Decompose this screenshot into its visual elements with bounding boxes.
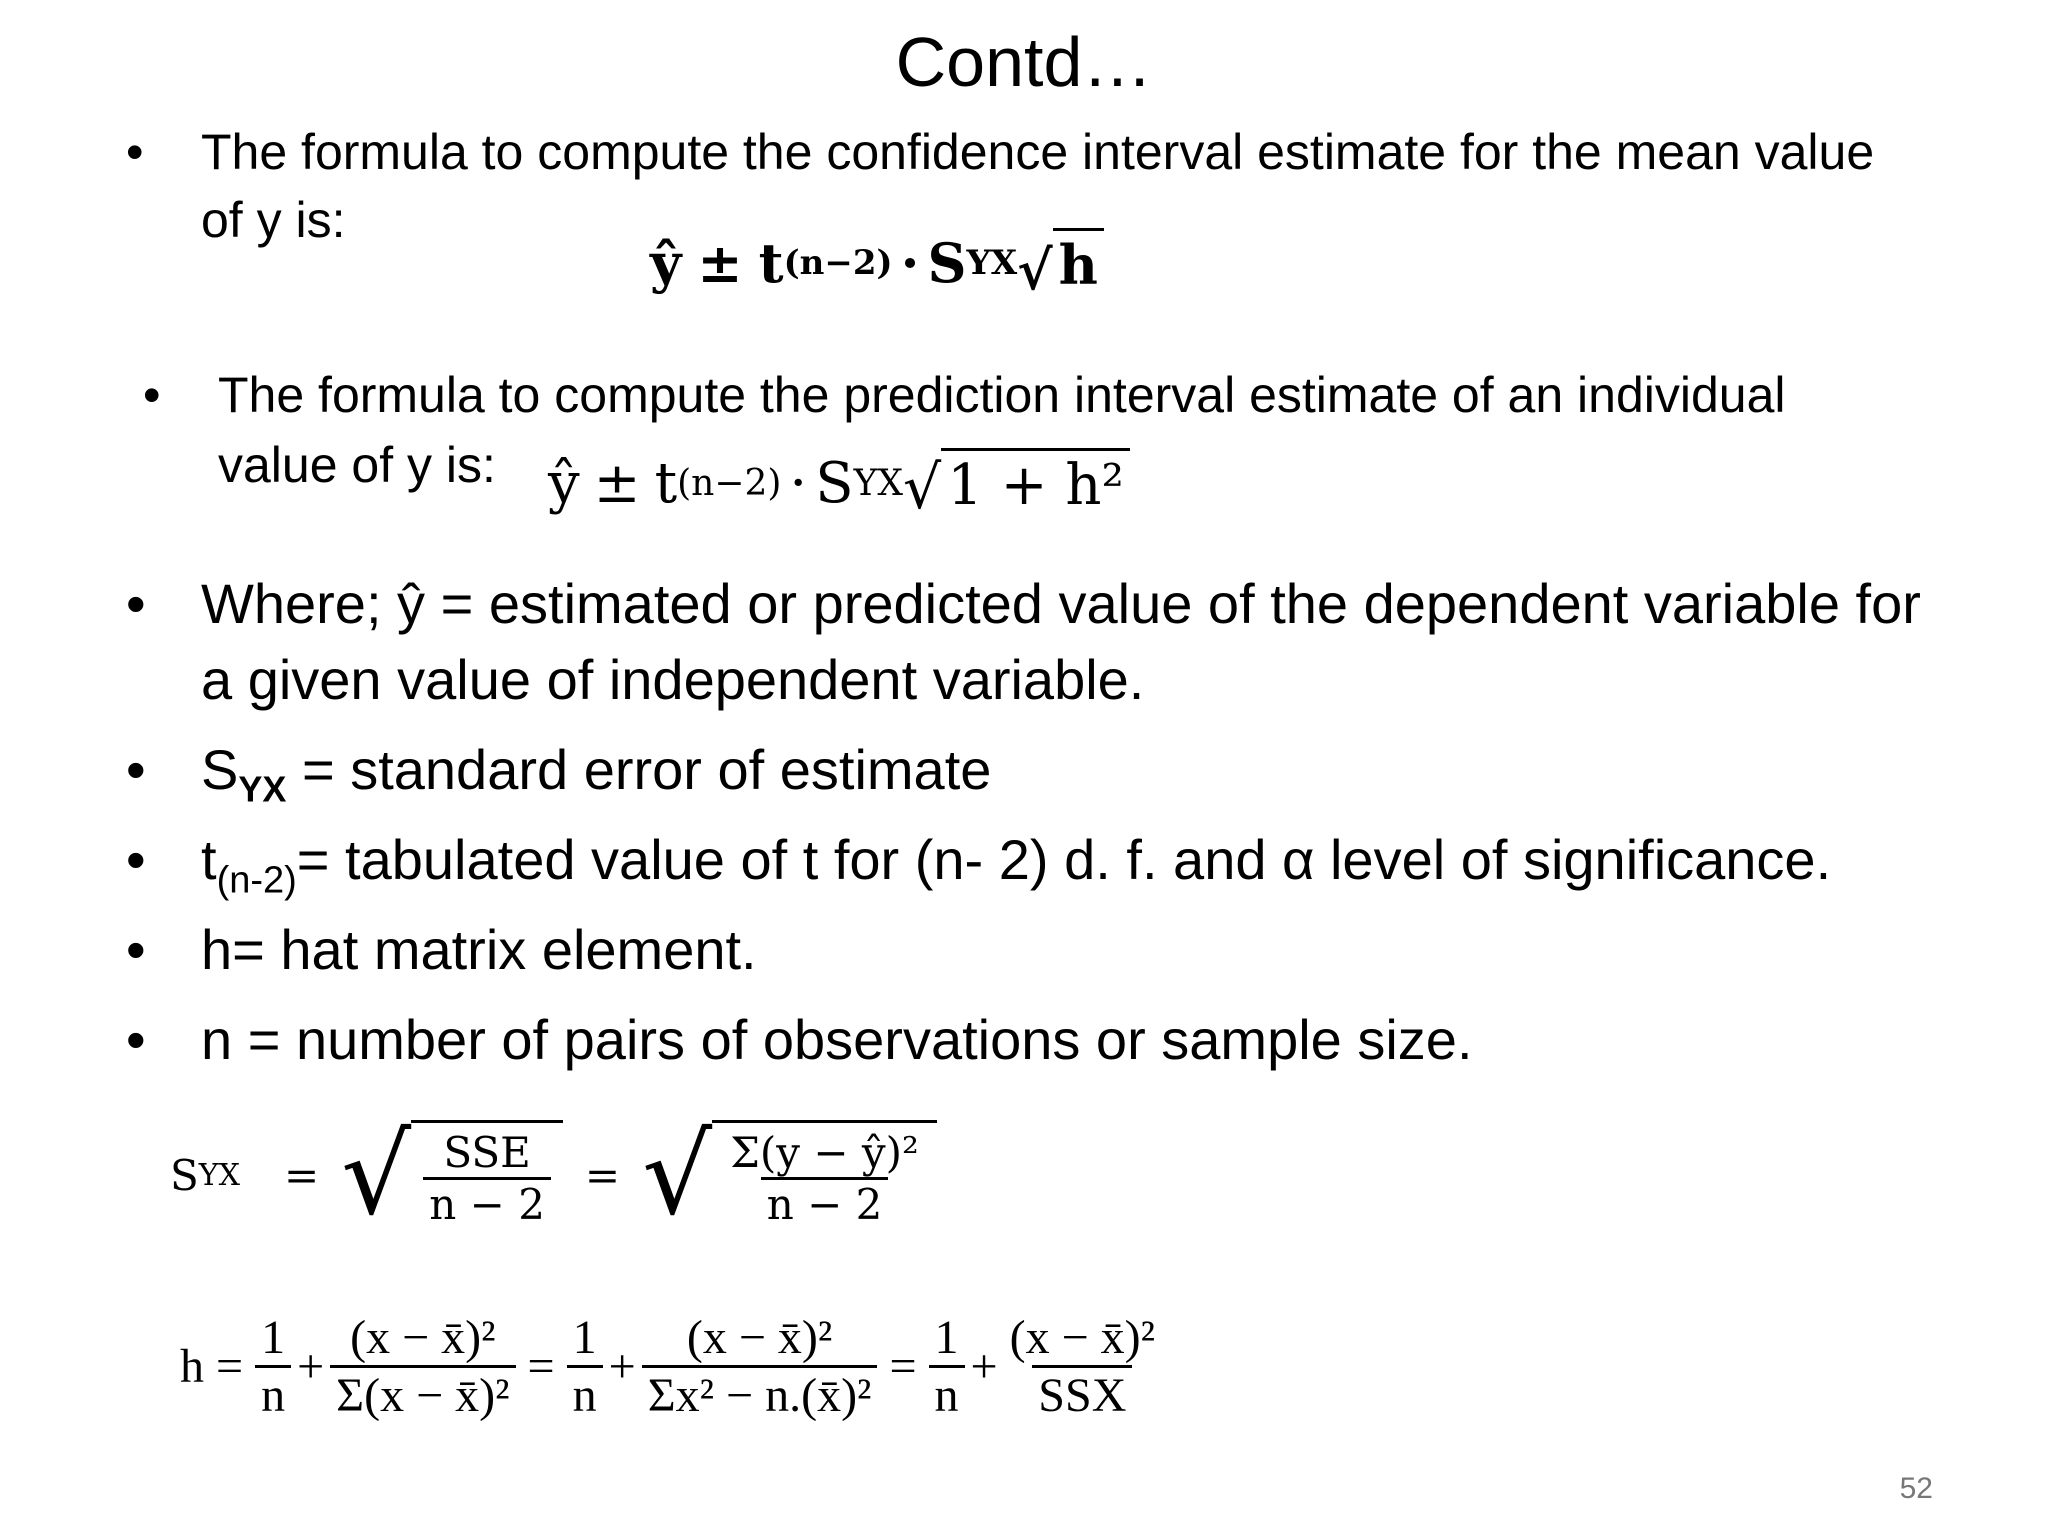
syx-formula: [170, 1111, 937, 1239]
s-subscript: YX: [966, 242, 1018, 283]
t-subscript: (n−2): [783, 242, 893, 283]
syx-subscript: YX: [238, 768, 287, 810]
radicand: h: [1053, 228, 1104, 297]
s-subscript: YX: [853, 462, 904, 504]
t-subscript: (n-2): [216, 859, 297, 902]
bullet-h: [126, 912, 1961, 988]
equals-sign: =: [283, 1150, 320, 1200]
syx-symbol: S: [201, 738, 239, 801]
radical-sign: √: [903, 453, 942, 523]
sqrt-sum-fraction: [642, 1111, 937, 1239]
dot-operator: ·: [900, 230, 920, 295]
fraction-numerator: 1: [934, 1311, 959, 1364]
equals-sign: =: [584, 1150, 621, 1200]
equals-sign: =: [889, 1340, 917, 1393]
bullet-syx: [126, 732, 1961, 810]
t-symbol: t: [758, 230, 784, 295]
fraction-denominator: n − 2: [761, 1177, 889, 1229]
bullet-text: Where; ŷ = estimated or predicted value of the dependent variable for a given value of independent variable.: [201, 572, 1921, 711]
bullet-where-yhat: [126, 566, 1961, 718]
bullet-t-value: [126, 822, 1961, 902]
one-over-n-fraction: [929, 1310, 965, 1423]
bullet-marker: •: [143, 367, 161, 423]
fraction-numerator: (x − x̄)²: [686, 1311, 833, 1364]
bullet-n: [126, 1002, 1961, 1078]
confidence-interval-formula: [650, 228, 1104, 302]
fraction-numerator: (x − x̄)²: [350, 1311, 496, 1364]
fraction-denominator: Σ(x − x̄)²: [330, 1365, 515, 1423]
radical-sign: √: [642, 1111, 713, 1239]
plus-minus-symbol: ±: [697, 230, 743, 295]
s-symbol: S: [170, 1150, 199, 1200]
deviation-over-ssx-fraction: [1004, 1310, 1161, 1423]
fraction-denominator: n: [255, 1365, 291, 1423]
bullet-marker: •: [126, 1008, 146, 1071]
bullet-marker: •: [126, 124, 144, 180]
bullet-text: h= hat matrix element.: [201, 918, 757, 981]
sqrt-sse-fraction: [341, 1111, 563, 1239]
bullet-text: = tabulated value of t for (n- 2) d. f. and α level of significance.: [296, 828, 1832, 891]
sse-fraction: [423, 1128, 551, 1229]
s-symbol: S: [927, 230, 967, 295]
dot-operator: ·: [789, 450, 808, 516]
one-over-n-fraction: [255, 1310, 291, 1423]
fraction-numerator: SSE: [443, 1128, 531, 1177]
fraction-denominator: n: [567, 1365, 603, 1423]
h-formula: [180, 1310, 1167, 1423]
plus-sign: +: [297, 1340, 325, 1393]
yhat-symbol: ŷ: [548, 450, 580, 516]
bullet-marker: •: [126, 738, 146, 801]
sum-fraction: [724, 1128, 925, 1229]
s-symbol: S: [815, 450, 854, 516]
fraction-denominator: SSX: [1032, 1365, 1132, 1423]
radical-sign: √: [341, 1111, 412, 1239]
h-lhs: h =: [180, 1340, 244, 1393]
deviation-over-sumsq-fraction: [642, 1310, 878, 1423]
plus-minus-symbol: ±: [593, 450, 641, 516]
bullet-marker: •: [126, 828, 146, 891]
sqrt-one-plus-h-squared: [903, 448, 1130, 523]
bullet-marker: •: [126, 572, 146, 635]
fraction-numerator: 1: [261, 1311, 286, 1364]
fraction-denominator: n − 2: [423, 1177, 551, 1229]
fraction-denominator: Σx² − n.(x̄)²: [642, 1365, 878, 1423]
radicand: 1 + h²: [941, 448, 1130, 518]
fraction-numerator: Σ(y − ŷ)²: [730, 1128, 919, 1177]
prediction-interval-formula: [548, 448, 1130, 523]
plus-sign: +: [608, 1340, 636, 1393]
deviation-over-sum-fraction: [330, 1310, 515, 1423]
s-subscript: YX: [198, 1157, 240, 1193]
t-symbol: t: [201, 828, 217, 891]
yhat-symbol: ŷ: [650, 230, 682, 295]
t-subscript: (n−2): [677, 462, 782, 504]
slide-title: Contd…: [895, 23, 1153, 101]
sqrt-h: [1017, 228, 1104, 302]
bullet-text: The formula to compute the prediction interval estimate of an individual value of y is:: [218, 367, 1786, 493]
plus-sign: +: [970, 1340, 998, 1393]
radical-sign: √: [1017, 238, 1053, 302]
fraction-numerator: 1: [572, 1311, 597, 1364]
bullet-text: n = number of pairs of observations or sample size.: [201, 1008, 1473, 1071]
bullet-text: The formula to compute the confidence interval estimate for the mean value of y is:: [201, 124, 1875, 248]
fraction-numerator: (x − x̄)²: [1009, 1311, 1156, 1364]
t-symbol: t: [654, 450, 678, 516]
equals-sign: =: [527, 1340, 555, 1393]
page-number: 52: [1899, 1472, 1933, 1505]
fraction-denominator: n: [929, 1365, 965, 1423]
one-over-n-fraction: [567, 1310, 603, 1423]
bullet-marker: •: [126, 918, 146, 981]
bullet-text: = standard error of estimate: [286, 738, 992, 801]
